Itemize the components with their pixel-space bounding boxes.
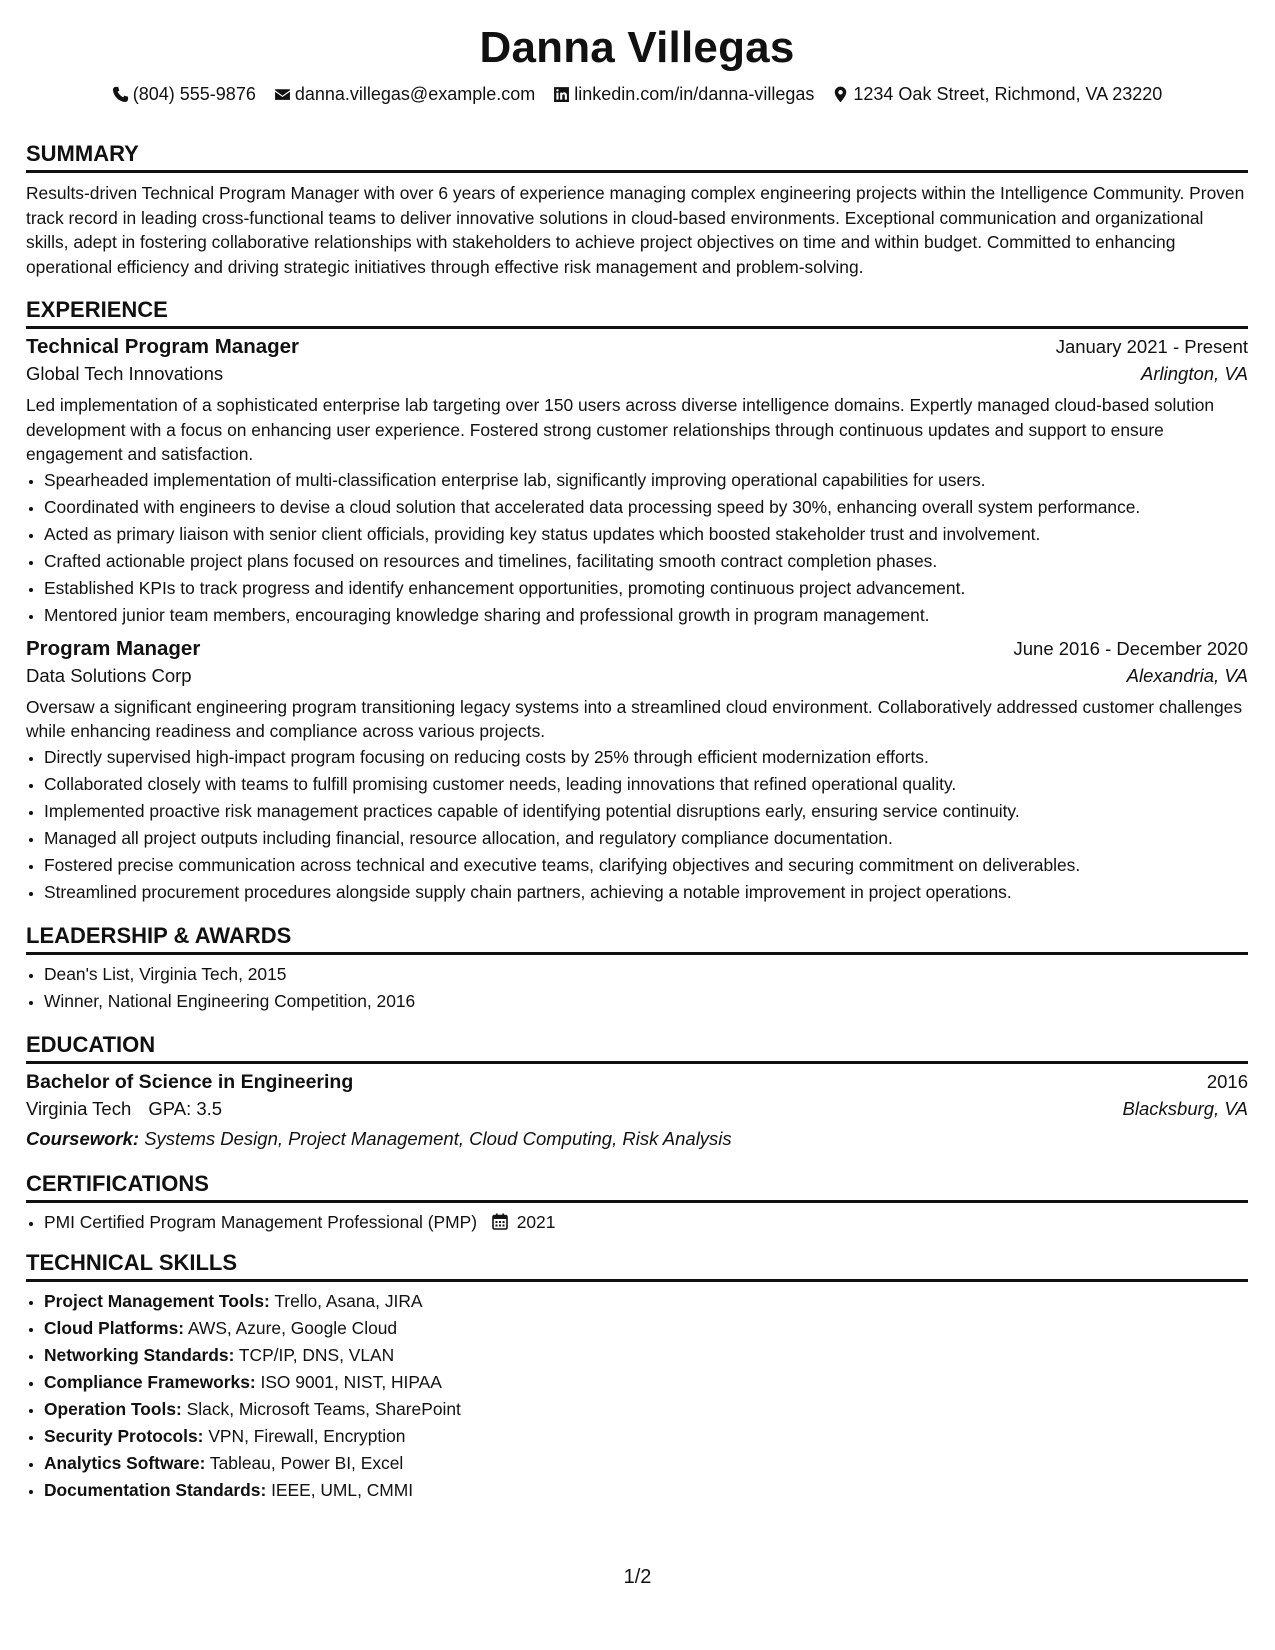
list-item	[44, 1342, 1248, 1369]
list-item: • Established KPIs to track progress and identify enhancement opportunities, promoting continuous project advancement.	[44, 575, 1248, 602]
skill-label: Cloud Platforms:	[44, 1317, 185, 1338]
coursework-list: Systems Design, Project Management, Cloud Computing, Risk Analysis	[144, 1127, 732, 1149]
candidate-name: Danna Villegas	[479, 23, 795, 72]
calendar-icon	[492, 1213, 508, 1230]
experience-heading: EXPERIENCE	[26, 296, 1248, 329]
coursework-label: Coursework:	[26, 1127, 140, 1149]
education-heading: EDUCATION	[26, 1031, 1248, 1064]
list-item	[44, 1315, 1248, 1342]
list-item: • Crafted actionable project plans focused on resources and timelines, facilitating smooth contract completion phases.	[44, 548, 1248, 575]
job-date: June 2016 - December 2020	[1013, 637, 1248, 659]
resume-page	[26, 0, 1248, 1504]
leadership-heading: LEADERSHIP & AWARDS	[26, 922, 1248, 955]
list-item	[44, 1209, 1248, 1236]
job-bullets	[26, 744, 1248, 906]
skill-value: AWS, Azure, Google Cloud	[187, 1317, 398, 1338]
skill-label: Security Protocols:	[44, 1425, 204, 1446]
envelope-icon	[274, 86, 291, 103]
skills-heading: TECHNICAL SKILLS	[26, 1249, 1248, 1282]
list-item	[44, 1288, 1248, 1315]
list-item	[44, 1477, 1248, 1504]
list-item: • Streamlined procurement procedures alongside supply chain partners, achieving a notable improvement in project operations.	[44, 879, 1248, 906]
skill-label: Project Management Tools:	[44, 1290, 270, 1311]
certification-name: PMI Certified Program Management Professional (PMP)	[44, 1211, 477, 1232]
list-item: • Managed all project outputs including financial, resource allocation, and regulatory compliance documentation.	[44, 825, 1248, 852]
linkedin-icon	[553, 86, 570, 103]
certification-year: 2021	[516, 1211, 556, 1232]
skill-label: Compliance Frameworks:	[44, 1371, 256, 1392]
job-summary: Oversaw a significant engineering program transitioning legacy systems into a streamlined cloud environment. Collaboratively addressed customer challenges while enhancing readiness and compliance across various projects.	[26, 696, 1243, 741]
phone-icon	[112, 86, 129, 103]
skills-list	[26, 1288, 1248, 1504]
skill-value: Trello, Asana, JIRA	[274, 1290, 423, 1311]
skill-value: IEEE, UML, CMMI	[271, 1479, 414, 1500]
email-text: danna.villegas@example.com	[294, 84, 536, 104]
education-entry	[26, 1071, 1248, 1150]
job-date: January 2021 - Present	[1055, 336, 1248, 357]
certifications-list	[26, 1209, 1248, 1236]
list-item	[44, 1369, 1248, 1396]
address-text: 1234 Oak Street, Richmond, VA 23220	[853, 84, 1163, 104]
certifications-heading: CERTIFICATIONS	[26, 1170, 1248, 1203]
skill-value: VPN, Firewall, Encryption	[208, 1425, 406, 1446]
list-item: • Mentored junior team members, encouraging knowledge sharing and professional growth in program management.	[44, 602, 1248, 629]
company-name: Global Tech Innovations	[26, 363, 224, 384]
degree-name: Bachelor of Science in Engineering	[26, 1070, 354, 1093]
skill-label: Analytics Software:	[44, 1452, 206, 1473]
job-location: Arlington, VA	[1141, 363, 1248, 384]
list-item: • Collaborated closely with teams to fulfill promising customer needs, leading innovations that refined operational quality.	[44, 771, 1248, 798]
summary-heading: SUMMARY	[26, 140, 1248, 173]
skill-value: Slack, Microsoft Teams, SharePoint	[186, 1398, 461, 1419]
job-bullets	[26, 467, 1248, 629]
skill-value: TCP/IP, DNS, VLAN	[238, 1344, 395, 1365]
skill-label: Networking Standards:	[44, 1344, 235, 1365]
phone-text: (804) 555-9876	[132, 84, 256, 104]
job-entry	[26, 637, 1248, 906]
gpa: GPA: 3.5	[148, 1097, 223, 1119]
list-item: • Coordinated with engineers to devise a cloud solution that accelerated data processing speed by 30%, enhancing overall system performance.	[44, 494, 1248, 521]
contact-phone[interactable]	[112, 82, 256, 106]
company-name: Data Solutions Corp	[26, 664, 192, 686]
skill-value: ISO 9001, NIST, HIPAA	[260, 1371, 442, 1392]
linkedin-text: linkedin.com/in/danna-villegas	[574, 84, 815, 104]
job-location: Alexandria, VA	[1126, 664, 1248, 686]
list-item: • Dean's List, Virginia Tech, 2015	[44, 961, 1248, 988]
coursework-line	[26, 1128, 1248, 1150]
graduation-year: 2016	[1206, 1070, 1248, 1092]
list-item: • Spearheaded implementation of multi-classification enterprise lab, significantly improving operational capabilities for users.	[44, 467, 1248, 494]
job-title: Program Manager	[26, 636, 201, 660]
list-item: • Directly supervised high-impact program focusing on reducing costs by 25% through efficient modernization efforts.	[44, 744, 1248, 771]
job-title: Technical Program Manager	[26, 335, 300, 358]
summary-text: Results-driven Technical Program Manager with over 6 years of experience managing complex engineering projects within the Intelligence Community. Proven track record in leading cross-functional teams to deliver innovative solutions in cloud-based environments. Exceptional communication and organizational skills, adept in fostering collaborative relationships with stakeholders to achieve project objectives on time and within budget. Committed to enhancing operational efficiency and driving strategic initiatives through effective risk management and problem-solving.	[26, 183, 1245, 277]
list-item: • Fostered precise communication across technical and executive teams, clarifying objectives and securing commitment on deliverables.	[44, 852, 1248, 879]
contact-email[interactable]	[274, 82, 535, 106]
contact-linkedin[interactable]	[553, 82, 814, 106]
contact-address	[832, 82, 1162, 106]
page-number: 1/2	[623, 1566, 652, 1588]
skill-value: Tableau, Power BI, Excel	[209, 1452, 404, 1473]
list-item: • Acted as primary liaison with senior client officials, providing key status updates which boosted stakeholder trust and involvement.	[44, 521, 1248, 548]
map-pin-icon	[832, 86, 849, 103]
job-summary: Led implementation of a sophisticated enterprise lab targeting over 150 users across diverse intelligence domains. Expertly managed cloud-based solution development with a focus on enhancing user experience. Fostered strong customer relationships through continuous updates and support to ensure engagement and satisfaction.	[26, 395, 1215, 464]
school-location: Blacksburg, VA	[1122, 1097, 1248, 1119]
list-item: • Implemented proactive risk management practices capable of identifying potential disruptions early, ensuring service continuity.	[44, 798, 1248, 825]
awards-list	[26, 961, 1248, 1015]
job-entry	[26, 335, 1248, 629]
list-item	[44, 1396, 1248, 1423]
list-item	[44, 1450, 1248, 1477]
list-item	[44, 1423, 1248, 1450]
school-name: Virginia Tech	[26, 1097, 132, 1119]
contact-bar	[26, 82, 1248, 106]
skill-label: Documentation Standards:	[44, 1479, 267, 1500]
list-item: • Winner, National Engineering Competition, 2016	[44, 988, 1248, 1015]
skill-label: Operation Tools:	[44, 1398, 182, 1419]
